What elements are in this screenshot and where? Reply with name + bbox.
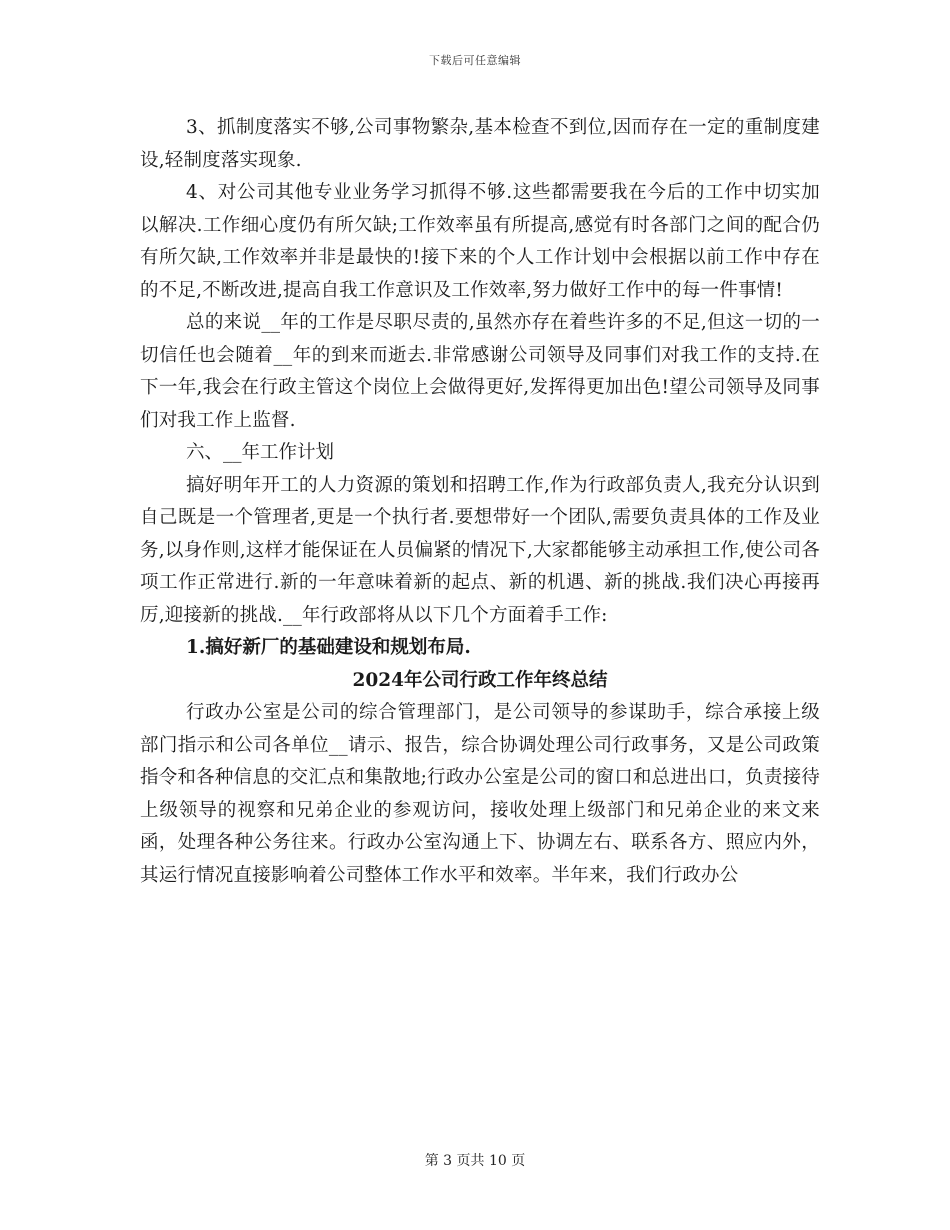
- section-heading-work-plan: 六、__年工作计划: [186, 442, 335, 463]
- document-title: 2024年公司行政工作年终总结: [352, 669, 608, 691]
- document-body: [140, 112, 820, 892]
- plan-item-1: 1.搞好新厂的基础建设和规划布局.: [186, 637, 471, 658]
- paragraph-item-3: 3、抓制度落实不够,公司事物繁杂,基本检查不到位,因而存在一定的重制度建设,轻制度落实现象.: [140, 117, 820, 171]
- paragraph-office-overview: 行政办公室是公司的综合管理部门，是公司领导的参谋助手，综合承接上级部门指示和公司各单位__请示、报告，综合协调处理公司行政事务，又是公司政策指令和各种信息的交汇点和集散地;行政办公室是公司的窗口和总进出口，负责接待上级领导的视察和兄弟企业的参观访问，接收处理上级部门和兄弟企业的来文来函，处理各种公务往来。行政办公室沟通上下、协调左右、联系各方、照应内外，其运行情况直接影响着公司整体工作水平和效率。半年来，我们行政办公: [140, 702, 820, 886]
- page-number-footer: 第 3 页共 10 页: [424, 1153, 526, 1169]
- page-header-note: 下载后可任意编辑: [429, 54, 521, 67]
- paragraph-item-4: 4、对公司其他专业业务学习抓得不够.这些都需要我在今后的工作中切实加以解决.工作细心度仍有所欠缺;工作效率虽有所提高,感觉有时各部门之间的配合仍有所欠缺,工作效率并非是最快的!接下来的个人工作计划中会根据以前工作中存在的不足,不断改进,提高自我工作意识及工作效率,努力做好工作中的每一件事情!: [140, 182, 820, 301]
- paragraph-summary: 总的来说__年的工作是尽职尽责的,虽然亦存在着些许多的不足,但这一切的一切信任也会随着__年的到来而逝去.非常感谢公司领导及同事们对我工作的支持.在下一年,我会在行政主管这个岗位上会做得更好,发挥得更加出色!望公司领导及同事们对我工作上监督.: [140, 312, 820, 431]
- paragraph-plan-intro: 搞好明年开工的人力资源的策划和招聘工作,作为行政部负责人,我充分认识到自己既是一个管理者,更是一个执行者.要想带好一个团队,需要负责具体的工作及业务,以身作则,这样才能保证在人员偏紧的情况下,大家都能够主动承担工作,使公司各项工作正常进行.新的一年意味着新的起点、新的机遇、新的挑战.我们决心再接再厉,迎接新的挑战.__年行政部将从以下几个方面着手工作:: [140, 474, 820, 626]
